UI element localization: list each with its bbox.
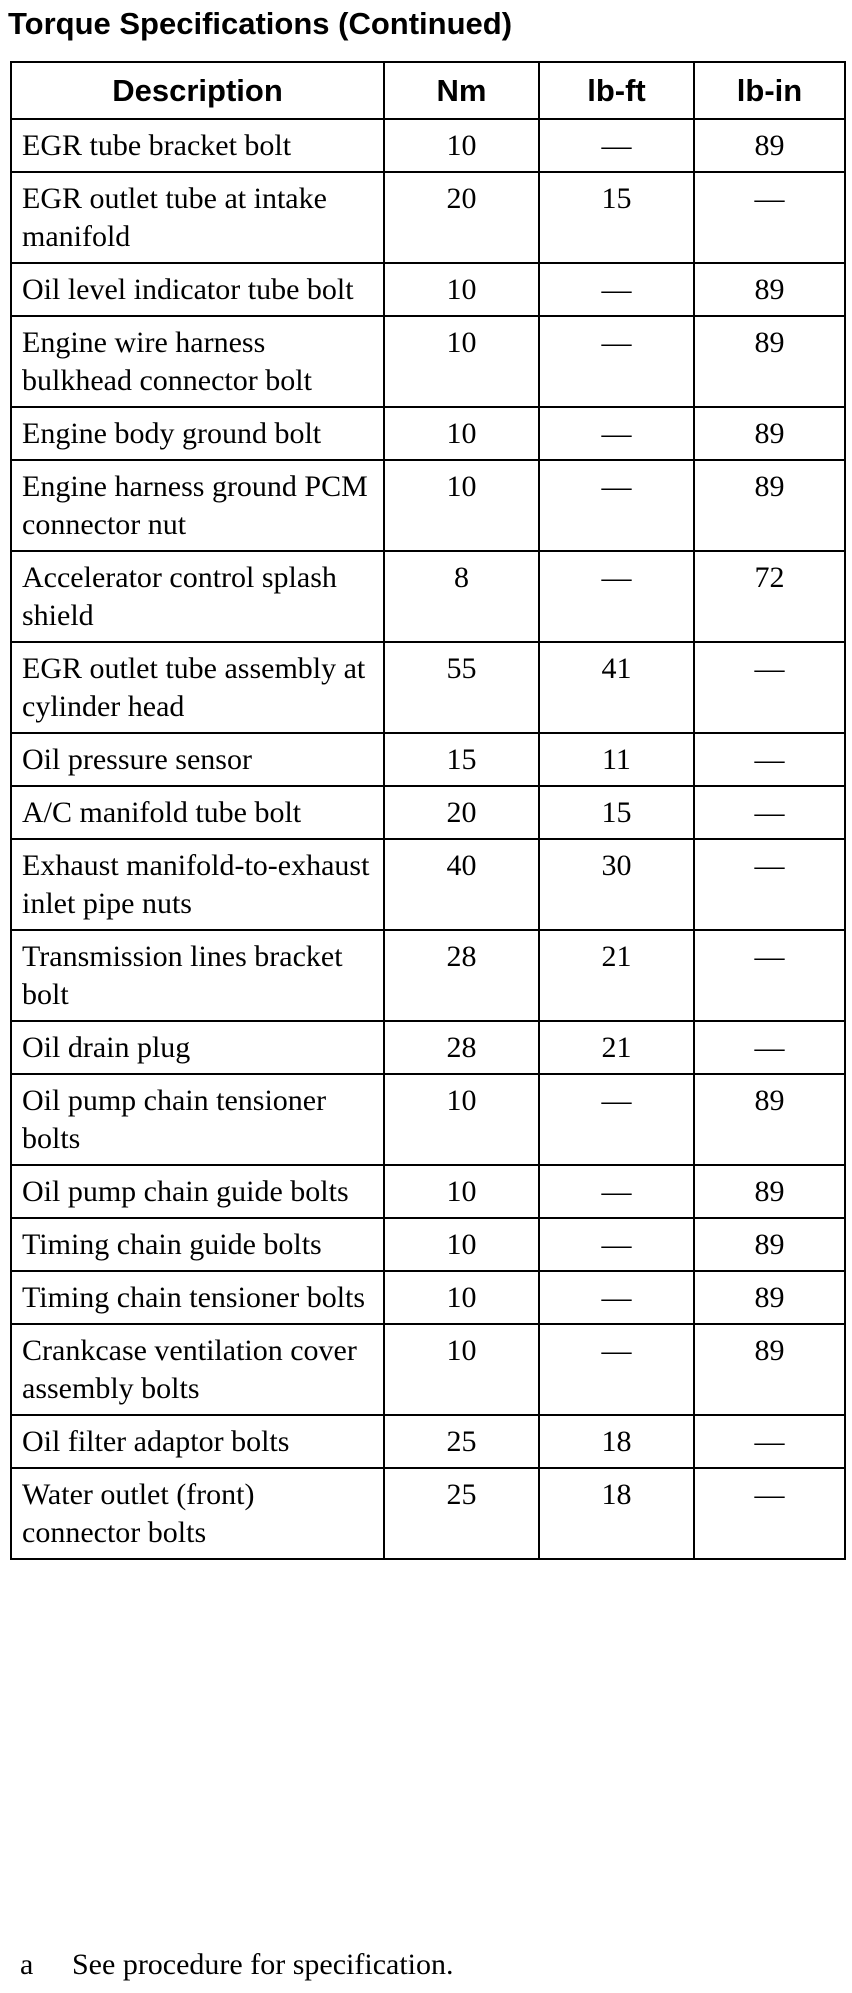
cell-lb-in: — (694, 930, 845, 1021)
cell-nm: 28 (384, 930, 539, 1021)
cell-lb-ft: — (539, 407, 694, 460)
table-row (11, 1074, 845, 1165)
cell-lb-in: 89 (694, 407, 845, 460)
cell-lb-in: — (694, 172, 845, 263)
cell-lb-ft: 11 (539, 733, 694, 786)
footnote-text: See procedure for specification. (72, 1948, 454, 1981)
cell-description: Oil pump chain tensioner bolts (11, 1074, 384, 1165)
cell-lb-ft: — (539, 1218, 694, 1271)
cell-lb-in: — (694, 786, 845, 839)
cell-nm: 10 (384, 1271, 539, 1324)
cell-lb-in: 89 (694, 119, 845, 172)
cell-lb-ft: 21 (539, 1021, 694, 1074)
header-lb-ft: lb-ft (539, 62, 694, 119)
table-row (11, 119, 845, 172)
cell-lb-ft: — (539, 263, 694, 316)
cell-description: Oil level indicator tube bolt (11, 263, 384, 316)
cell-description: Water outlet (front) connector bolts (11, 1468, 384, 1559)
table-row (11, 1165, 845, 1218)
cell-nm: 40 (384, 839, 539, 930)
cell-lb-ft: — (539, 1271, 694, 1324)
header-description: Description (11, 62, 384, 119)
cell-nm: 25 (384, 1468, 539, 1559)
cell-lb-in: — (694, 1415, 845, 1468)
cell-description: A/C manifold tube bolt (11, 786, 384, 839)
cell-description: Exhaust manifold-to-exhaust inlet pipe nuts (11, 839, 384, 930)
table-row (11, 1468, 845, 1559)
table-row (11, 407, 845, 460)
cell-description: Engine wire harness bulkhead connector bolt (11, 316, 384, 407)
table-body (11, 119, 845, 1559)
cell-lb-in: — (694, 642, 845, 733)
cell-nm: 15 (384, 733, 539, 786)
cell-lb-ft: — (539, 1074, 694, 1165)
table-row (11, 930, 845, 1021)
table-row (11, 263, 845, 316)
cell-nm: 10 (384, 1218, 539, 1271)
header-lb-in: lb-in (694, 62, 845, 119)
cell-lb-in: 72 (694, 551, 845, 642)
cell-description: EGR tube bracket bolt (11, 119, 384, 172)
cell-description: Crankcase ventilation cover assembly bolts (11, 1324, 384, 1415)
cell-description: Timing chain guide bolts (11, 1218, 384, 1271)
table-row (11, 1218, 845, 1271)
cell-lb-in: 89 (694, 1074, 845, 1165)
cell-lb-in: — (694, 1468, 845, 1559)
cell-lb-ft: — (539, 1165, 694, 1218)
cell-lb-in: 89 (694, 263, 845, 316)
cell-nm: 10 (384, 316, 539, 407)
torque-spec-table (10, 61, 846, 1560)
table-row (11, 839, 845, 930)
cell-nm: 55 (384, 642, 539, 733)
cell-nm: 25 (384, 1415, 539, 1468)
cell-nm: 10 (384, 1324, 539, 1415)
cell-lb-ft: — (539, 119, 694, 172)
cell-lb-in: 89 (694, 1271, 845, 1324)
cell-lb-ft: 15 (539, 172, 694, 263)
table-row (11, 1324, 845, 1415)
footnote-marker: a (20, 1948, 34, 1981)
table-row (11, 733, 845, 786)
table-row (11, 642, 845, 733)
cell-nm: 10 (384, 407, 539, 460)
cell-lb-in: 89 (694, 316, 845, 407)
cell-nm: 10 (384, 1074, 539, 1165)
cell-nm: 10 (384, 460, 539, 551)
cell-lb-in: 89 (694, 1165, 845, 1218)
table-row (11, 551, 845, 642)
table-row (11, 172, 845, 263)
cell-lb-in: — (694, 733, 845, 786)
cell-nm: 10 (384, 119, 539, 172)
table-row (11, 1271, 845, 1324)
header-nm: Nm (384, 62, 539, 119)
table-row (11, 786, 845, 839)
cell-lb-in: 89 (694, 1324, 845, 1415)
cell-description: Transmission lines bracket bolt (11, 930, 384, 1021)
cell-nm: 10 (384, 263, 539, 316)
cell-nm: 28 (384, 1021, 539, 1074)
cell-description: EGR outlet tube assembly at cylinder head (11, 642, 384, 733)
table-row (11, 1021, 845, 1074)
cell-lb-ft: 18 (539, 1468, 694, 1559)
table-row (11, 1415, 845, 1468)
cell-description: EGR outlet tube at intake manifold (11, 172, 384, 263)
cell-description: Oil pressure sensor (11, 733, 384, 786)
cell-lb-ft: 15 (539, 786, 694, 839)
cell-lb-in: 89 (694, 1218, 845, 1271)
table-row (11, 316, 845, 407)
cell-lb-ft: — (539, 460, 694, 551)
cell-nm: 10 (384, 1165, 539, 1218)
cell-description: Timing chain tensioner bolts (11, 1271, 384, 1324)
page-title: Torque Specifications (Continued) (8, 6, 513, 41)
cell-lb-ft: 30 (539, 839, 694, 930)
cell-description: Accelerator control splash shield (11, 551, 384, 642)
cell-description: Oil pump chain guide bolts (11, 1165, 384, 1218)
cell-lb-ft: 18 (539, 1415, 694, 1468)
cell-lb-ft: — (539, 316, 694, 407)
cell-lb-in: — (694, 839, 845, 930)
cell-description: Oil filter adaptor bolts (11, 1415, 384, 1468)
cell-lb-ft: — (539, 1324, 694, 1415)
cell-description: Engine harness ground PCM connector nut (11, 460, 384, 551)
cell-lb-ft: 21 (539, 930, 694, 1021)
cell-description: Oil drain plug (11, 1021, 384, 1074)
cell-nm: 20 (384, 786, 539, 839)
cell-lb-ft: — (539, 551, 694, 642)
cell-nm: 20 (384, 172, 539, 263)
table-row (11, 460, 845, 551)
cell-lb-in: — (694, 1021, 845, 1074)
cell-lb-ft: 41 (539, 642, 694, 733)
cell-nm: 8 (384, 551, 539, 642)
table-header-row (11, 62, 845, 119)
cell-lb-in: 89 (694, 460, 845, 551)
footnote (20, 1946, 454, 1984)
cell-description: Engine body ground bolt (11, 407, 384, 460)
